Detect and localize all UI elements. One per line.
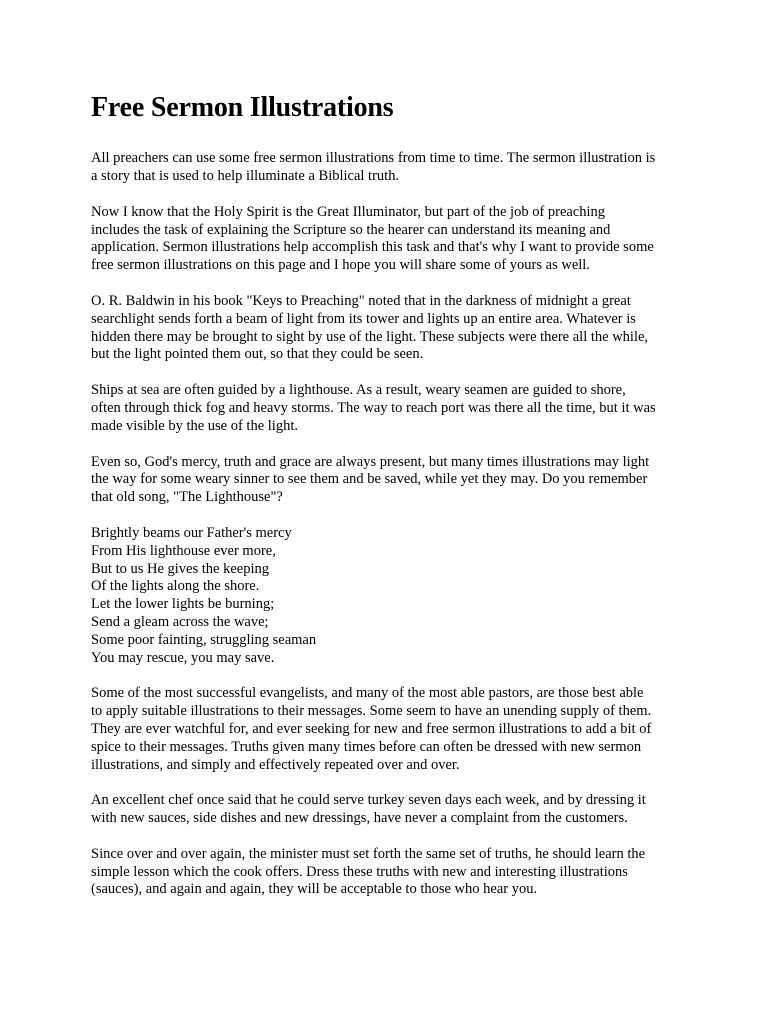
paragraph-evangelists: Some of the most successful evangelists, and many of the most able pastors, are those best able to apply suitable illustrations to their messages. Some seem to have an unending supply of them. They are ever watchful for, and ever seeking for new and free sermon illustrations to add a bit of spice to their messages. Truths given many times before can often be dressed with new sermon illustrations, and simply and effectively repeated over and over. bbox=[91, 685, 652, 773]
paragraph-minister: Since over and over again, the minister must set forth the same set of truths, he should learn the simple lesson which the cook offers. Dress these truths with new and interesting illustrations (sauces), and again and again, they will be acceptable to those who hear you. bbox=[91, 845, 646, 898]
paragraph-lighthouse: Ships at sea are often guided by a lighthouse. As a result, weary seamen are guided to shore, often through thick fog and heavy storms. The way to reach port was there all the time, but it was made visible by the use of the light. bbox=[91, 382, 656, 434]
document-page bbox=[91, 92, 681, 917]
paragraph-gods-mercy: Even so, God's mercy, truth and grace are always present, but many times illustrations may light the way for some weary sinner to see them and be saved, while yet they may. Do you remember that old song, "The Lighthouse"? bbox=[91, 453, 650, 506]
poem-line: You may rescue, you may save. bbox=[91, 649, 275, 666]
poem-line: Let the lower lights be burning; bbox=[91, 596, 275, 613]
poem-line: Send a gleam across the wave; bbox=[91, 613, 269, 630]
paragraph-holy-spirit: Now I know that the Holy Spirit is the Great Illuminator, but part of the job of preaching includes the task of explaining the Scripture so the hearer can understand its meaning and application. Sermon illustrations help accomplish this task and that's why I want to provide some free sermon illustrations on this page and I hope you will share some of yours as well. bbox=[91, 203, 654, 274]
paragraph-intro: All preachers can use some free sermon illustrations from time to time. The sermon illustration is a story that is used to help illuminate a Biblical truth. bbox=[91, 150, 656, 184]
paragraph-baldwin: O. R. Baldwin in his book "Keys to Preaching" noted that in the darkness of midnight a great searchlight sends forth a beam of light from its tower and lights up an entire area. Whatever is hidden there may be brought to sight by use of the light. These subjects were there all the while, but the light pointed them out, so that they could be seen. bbox=[91, 292, 649, 363]
poem-line: From His lighthouse ever more, bbox=[91, 542, 276, 559]
poem-stanza bbox=[91, 525, 681, 667]
poem-line: Some poor fainting, struggling seaman bbox=[91, 631, 317, 648]
poem-line: Brightly beams our Father's mercy bbox=[91, 524, 292, 541]
poem-line: Of the lights along the shore. bbox=[91, 578, 260, 595]
page-title: Free Sermon Illustrations bbox=[91, 92, 394, 123]
paragraph-chef: An excellent chef once said that he could serve turkey seven days each week, and by dressing it with new sauces, side dishes and new dressings, have never a complaint from the customers. bbox=[91, 792, 646, 827]
poem-line: But to us He gives the keeping bbox=[91, 560, 270, 577]
